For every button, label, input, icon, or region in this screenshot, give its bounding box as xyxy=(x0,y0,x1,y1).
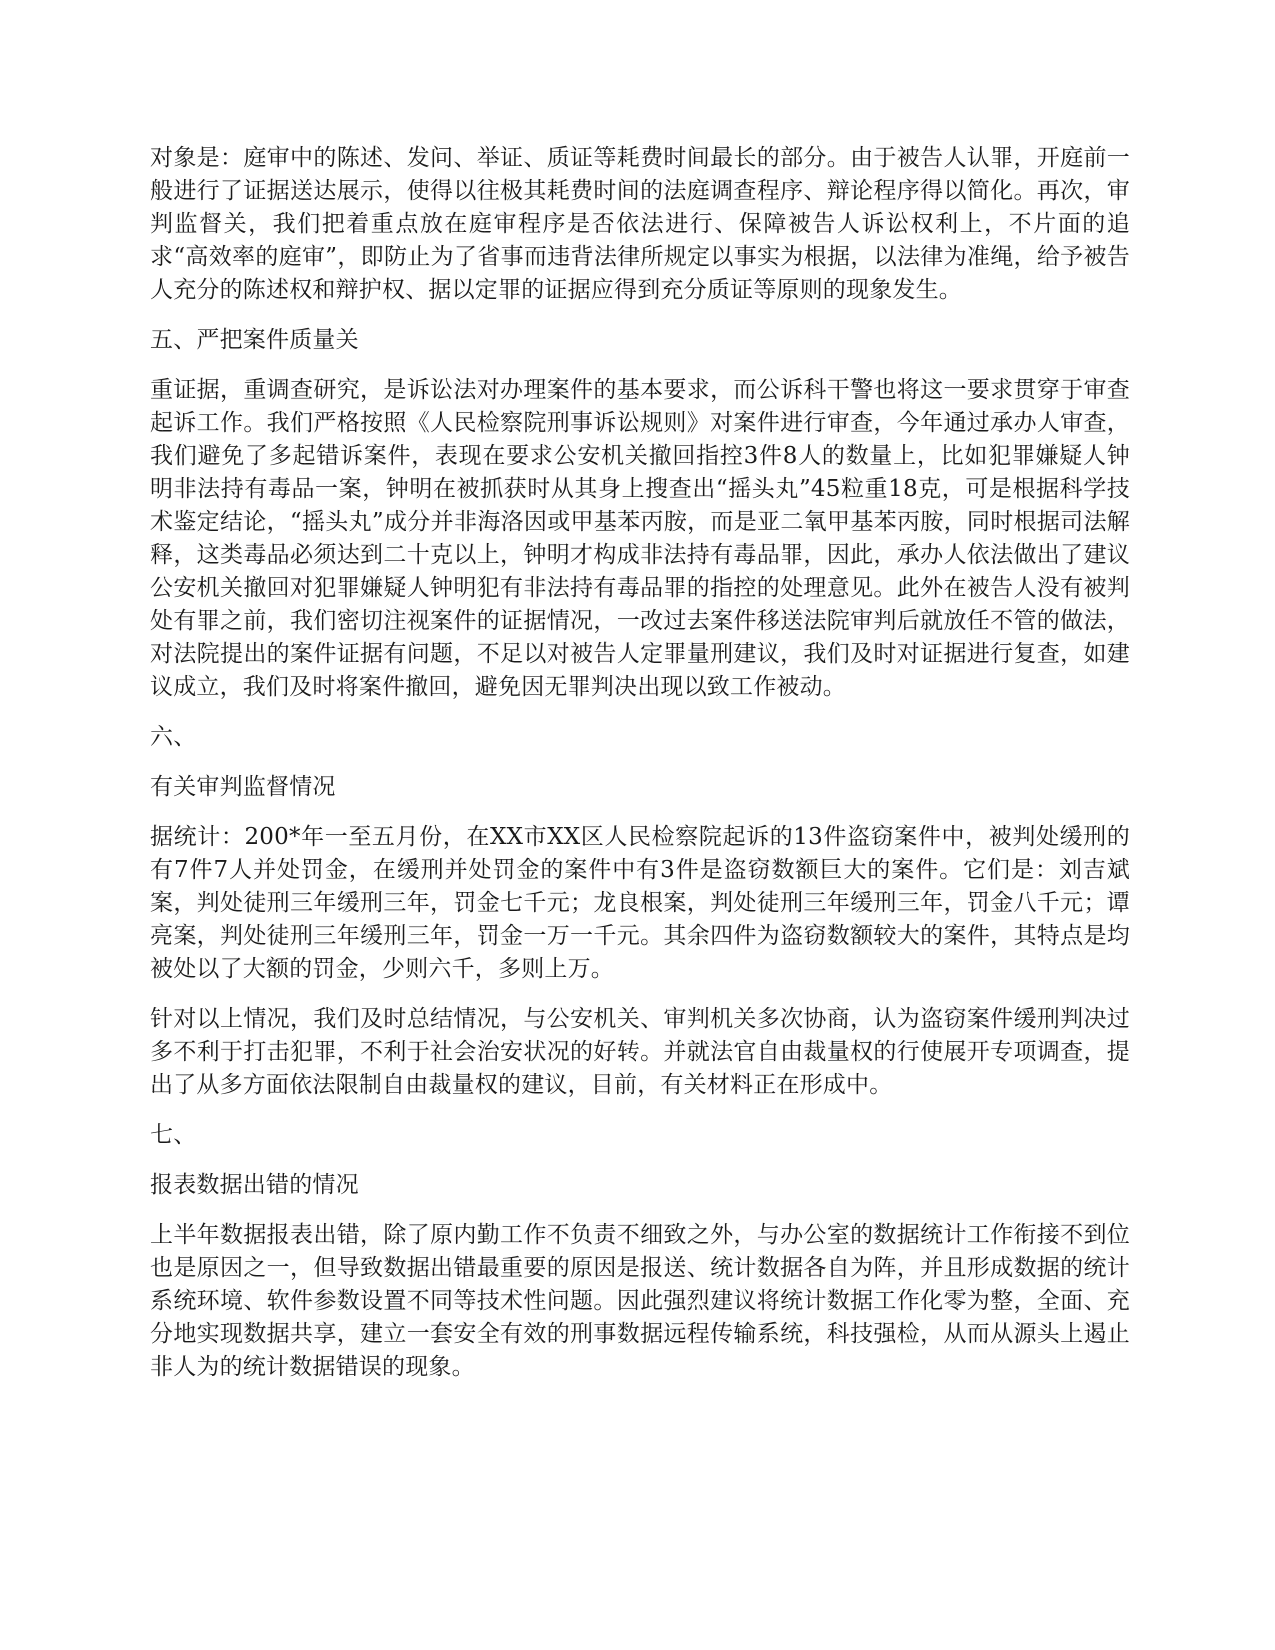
section-heading-7: 报表数据出错的情况 xyxy=(150,1172,359,1198)
paragraph-case-quality: 重证据，重调查研究，是诉讼法对办理案件的基本要求，而公诉科干警也将这一要求贯穿于审查起诉工作。我们严格按照《人民检察院刑事诉讼规则》对案件进行审查，今年通过承办人审查，我们避免了多起错诉案件，表现在要求公安机关撤回指控3件8人的数量上，比如犯罪嫌疑人钟明非法持有毒品一案，钟明在被抓获时从其身上搜查出“摇头丸”45粒重18克，可是根据科学技术鉴定结论，“摇头丸”成分并非海洛因或甲基苯丙胺，而是亚二氧甲基苯丙胺，同时根据司法解释，这类毒品必须达到二十克以上，钟明才构成非法持有毒品罪，因此，承办人依法做出了建议公安机关撤回对犯罪嫌疑人钟明犯有非法持有毒品罪的指控的处理意见。此外在被告人没有被判处有罪之前，我们密切注视案件的证据情况，一改过去案件移送法院审判后就放任不管的做法，对法院提出的案件证据有问题，不足以对被告人定罪量刑建议，我们及时对证据进行复查，如建议成立，我们及时将案件撤回，避免因无罪判决出现以致工作被动。 xyxy=(150,377,1130,700)
section-number-7: 七、 xyxy=(150,1122,197,1148)
paragraph-trial-process: 对象是：庭审中的陈述、发问、举证、质证等耗费时间最长的部分。由于被告人认罪，开庭前一般进行了证据送达展示，使得以往极其耗费时间的法庭调查程序、辩论程序得以简化。再次，审判监督关，我们把着重点放在庭审程序是否依法进行、保障被告人诉讼权利上，不片面的追求“高效率的庭审”，即防止为了省事而违背法律所规定以事实为根据，以法律为准绳，给予被告人充分的陈述权和辩护权、据以定罪的证据应得到充分质证等原则的现象发生。 xyxy=(150,145,1130,303)
paragraph-statistics: 据统计：200*年一至五月份，在XX市XX区人民检察院起诉的13件盗窃案件中，被判处缓刑的有7件7人并处罚金，在缓刑并处罚金的案件中有3件是盗窃数额巨大的案件。它们是：刘吉斌案，判处徒刑三年缓刑三年，罚金七千元；龙良根案，判处徒刑三年缓刑三年，罚金八千元；谭亮案，判处徒刑三年缓刑三年，罚金一万一千元。其余四件为盗窃数额较大的案件，其特点是均被处以了大额的罚金，少则六千，多则上万。 xyxy=(150,824,1130,982)
section-heading-6: 有关审判监督情况 xyxy=(150,774,336,800)
paragraph-response: 针对以上情况，我们及时总结情况，与公安机关、审判机关多次协商，认为盗窃案件缓刑判决过多不利于打击犯罪，不利于社会治安状况的好转。并就法官自由裁量权的行使展开专项调查，提出了从多方面依法限制自由裁量权的建议，目前，有关材料正在形成中。 xyxy=(150,1006,1130,1098)
section-heading-5: 五、严把案件质量关 xyxy=(150,327,359,353)
section-number-6: 六、 xyxy=(150,724,197,750)
paragraph-report-errors: 上半年数据报表出错，除了原内勤工作不负责不细致之外，与办公室的数据统计工作衔接不到位也是原因之一，但导致数据出错最重要的原因是报送、统计数据各自为阵，并且形成数据的统计系统环境、软件参数设置不同等技术性问题。因此强烈建议将统计数据工作化零为整，全面、充分地实现数据共享，建立一套安全有效的刑事数据远程传输系统，科技强检，从而从源头上遏止非人为的统计数据错误的现象。 xyxy=(150,1222,1130,1380)
document-page xyxy=(150,142,1130,1401)
